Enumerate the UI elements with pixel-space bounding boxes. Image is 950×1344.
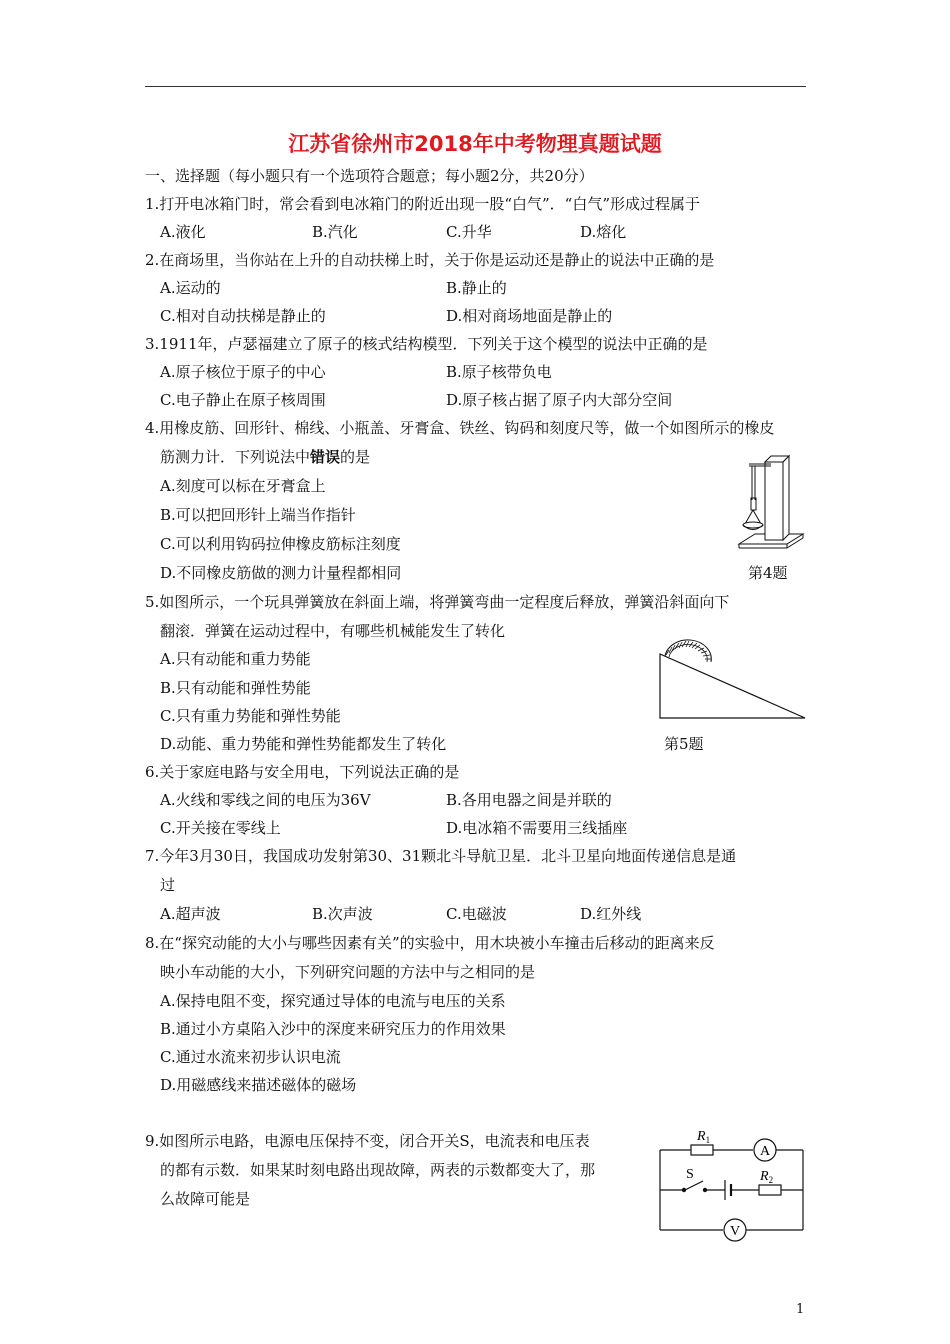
section-heading: 一、选择题（每小题只有一个选项符合题意；每小题2分，共20分） [145,167,594,185]
q5-option-b: B.只有动能和弹性势能 [160,679,311,697]
q8-stem-line2: 映小车动能的大小，下列研究问题的方法中与之相同的是 [160,963,536,981]
figure-5-incline [655,640,810,722]
ammeter-label: A [759,1144,771,1159]
q4-stem-line2: 筋测力计．下列说法中错误的是 [160,448,371,466]
q5-option-d: D.动能、重力势能和弹性势能都发生了转化 [160,735,447,753]
q8-option-d: D.用磁感线来描述磁体的磁场 [160,1076,357,1094]
q9-stem-line3: 么故障可能是 [160,1190,251,1208]
q6-option-b: B.各用电器之间是并联的 [446,791,612,809]
page-number: 1 [796,1302,805,1317]
q2-stem: 2.在商场里，当你站在上升的自动扶梯上时，关于你是运动还是静止的说法中正确的是 [145,251,715,269]
figure-4-dynamometer [735,452,805,557]
q9-stem-line1: 9.如图所示电路，电源电压保持不变，闭合开关S，电流表和电压表 [145,1132,590,1150]
q5-stem-line1: 5.如图所示，一个玩具弹簧放在斜面上端，将弹簧弯曲一定程度后释放，弹簧沿斜面向下 [145,593,730,611]
q2-option-a: A.运动的 [160,279,221,297]
q8-option-b: B.通过小方桌陷入沙中的深度来研究压力的作用效果 [160,1020,506,1038]
voltmeter-label: V [729,1224,741,1239]
q9-stem-line2: 的都有示数．如果某时刻电路出现故障，两表的示数都变大了，那 [160,1161,596,1179]
q8-stem-line1: 8.在“探究动能的大小与哪些因素有关”的实验中，用木块被小车撞击后移动的距离来反 [145,934,715,952]
q3-option-c: C.电子静止在原子核周围 [160,391,326,409]
q6-option-a: A.火线和零线之间的电压为36V [160,791,371,809]
q8-option-c: C.通过水流来初步认识电流 [160,1048,341,1066]
q7-option-d: D.红外线 [580,905,642,923]
q1-option-c: C.升华 [446,223,492,241]
q3-option-d: D.原子核占据了原子内大部分空间 [446,391,673,409]
q4-option-d: D.不同橡皮筋做的测力计量程都相同 [160,564,402,582]
figure-5-caption: 第5题 [664,735,704,753]
q3-stem: 3.1911年，卢瑟福建立了原子的核式结构模型．下列关于这个模型的说法中正确的是 [145,335,708,353]
q1-stem: 1.打开电冰箱门时，常会看到电冰箱门的附近出现一股“白气”．“白气”形成过程属于 [145,195,700,213]
q4-emphasis: 错误 [310,448,341,466]
q8-option-a: A.保持电阻不变，探究通过导体的电流与电压的关系 [160,992,506,1010]
q2-option-c: C.相对自动扶梯是静止的 [160,307,326,325]
q5-stem-line2: 翻滚．弹簧在运动过程中，有哪些机械能发生了转化 [160,622,506,640]
q3-option-a: A.原子核位于原子的中心 [160,363,326,381]
q1-option-d: D.熔化 [580,223,627,241]
switch-label: S [686,1167,694,1182]
q5-option-a: A.只有动能和重力势能 [160,650,311,668]
q2-option-b: B.静止的 [446,279,507,297]
q7-stem-line1: 7.今年3月30日，我国成功发射第30、31颗北斗导航卫星．北斗卫星向地面传递信息是通 [145,847,737,865]
q7-option-c: C.电磁波 [446,905,507,923]
q3-option-b: B.原子核带负电 [446,363,552,381]
q1-option-a: A.液化 [160,223,206,241]
q2-option-d: D.相对商场地面是静止的 [446,307,613,325]
header-rule [145,86,806,87]
figure-9-circuit [655,1120,810,1250]
q7-stem-line2: 过 [160,876,176,894]
q4-stem-line1: 4.用橡皮筋、回形针、棉线、小瓶盖、牙膏盒、铁丝、钩码和刻度尺等，做一个如图所示的橡皮 [145,419,775,437]
q4-option-b: B.可以把回形针上端当作指针 [160,506,356,524]
q4-option-a: A.刻度可以标在牙膏盒上 [160,477,326,495]
page-title: 江苏省徐州市2018年中考物理真题试题 [288,132,662,156]
q1-option-b: B.汽化 [312,223,358,241]
q4-option-c: C.可以利用钩码拉伸橡皮筋标注刻度 [160,535,401,553]
q7-option-a: A.超声波 [160,905,221,923]
q6-option-c: C.开关接在零线上 [160,819,281,837]
figure-4-caption: 第4题 [748,564,788,582]
r1-label: $R_1$ [697,1129,711,1145]
q6-option-d: D.电冰箱不需要用三线插座 [446,819,628,837]
q6-stem: 6.关于家庭电路与安全用电，下列说法正确的是 [145,763,460,781]
r2-label: $R_2$ [760,1169,774,1185]
q7-option-b: B.次声波 [312,905,373,923]
q5-option-c: C.只有重力势能和弹性势能 [160,707,341,725]
